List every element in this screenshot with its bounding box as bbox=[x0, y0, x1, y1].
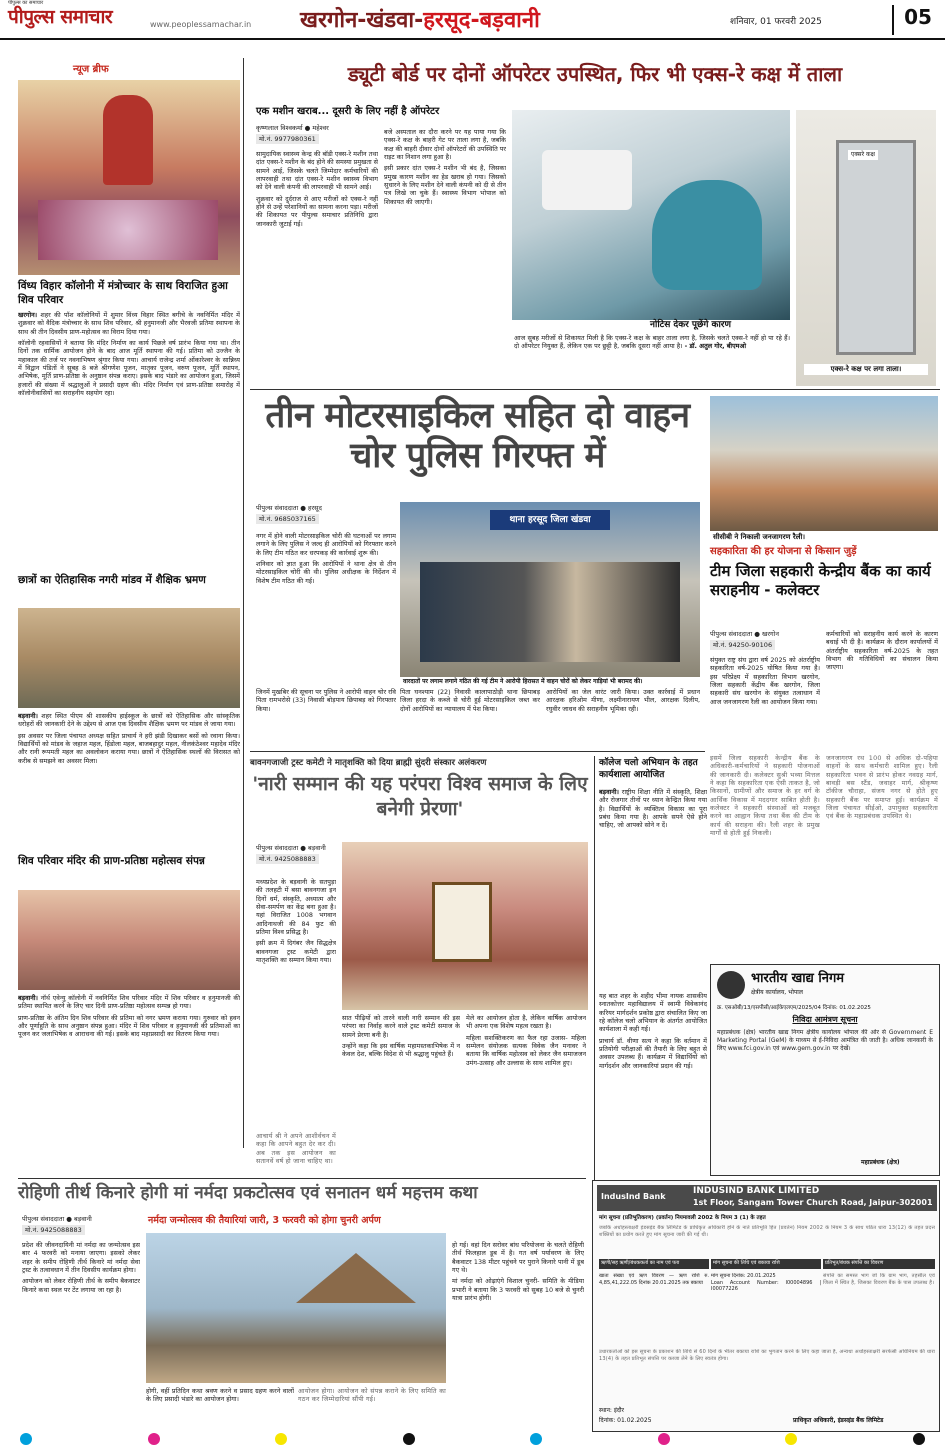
narmada-body-col3: हो गई। वहां दिन सरोवर बांध परियोजना के चलते रोहिणी तीर्थ फिलहाल डूब में है। गत वर्ष पर्यावरण के लिए बैकवाटर 138 मीटर पहुंचने पर पुराने किनारे पानी में डूब गए थे। मां नर्मदा को ओढ़ाएंगे विशाल चुनरी- समिति के मीडिया प्रभारी ने बताया कि 3 फरवरी को सुबह 10 बजे से चुनरी यात्रा प्रारंभ होगी। bbox=[452, 1241, 584, 1302]
naari-headline: 'नारी सम्मान की यह परंपरा विश्व समाज के लिए बनेगी प्रेरणा' bbox=[252, 773, 588, 820]
print-registration-marks bbox=[20, 1433, 925, 1445]
naari-body-col2: सात पीढ़ियों को तारने वाली नारी सम्मान की इस परंपरा का निर्वाह करने वाले ट्रस्ट कमेटी समाज के सामने प्रेरणा बनी है। उन्होंने कहा कि इस वार्षिक महामस्तकाभिषेक में न केवल देश, बल्कि विदेश से भी श्रद्धालु पहुंचते हैं। bbox=[342, 1014, 460, 1059]
indusind-row-date: मांग सूचना दिनांक: 20.01.2025 Loan Account Number: I00004896 | I00077226 bbox=[711, 1273, 821, 1292]
indusind-place: स्थान: इंदौर bbox=[599, 1407, 625, 1414]
naari-story: बावनगजाजी ट्रस्ट कमेटी ने मातृशक्ति को दिया ब्राह्मी सुंदरी संस्कार अलंकरण 'नारी सम्मान की यह परंपरा विश्व समाज के लिए बनेगी प्रेरणा' पीपुल्स संवाददाता ● बड़वानी मो.नं. 9425088883 मध्यप्रदेश के बड़वानी के सतपुड़ा की तलहटी में बसा बावनगजा इन दिनों धर्म, संस्कृति, अध्यात्म और सेवा-समर्पण का केंद्र बना हुआ है। यहां विराजित 1008 भगवान आदिनाथजी की 84 फुट की प्रतिमा विश्व प्रसिद्ध है। इसी क्रम में दिगंबर जैन सिद्धक्षेत्र बावनगजा ट्रस्ट कमेटी द्वारा मातृशक्ति का सम्मान किया गया। सात पीढ़ियों को तारने वाली नारी सम्मान की इस परंपरा का निर्वाह करने वाले ट्रस्ट कमेटी समाज के सामने प्रेरणा बनी है। उन्होंने कहा कि इस वार्षिक महामस्तकाभिषेक में न केवल देश, बल्कि विदेश से भी श्रद्धालु पहुंचते हैं। मेले का आयोजन होता है, लेकिन वार्षिक आयोजन भी अपना एक विशेष महत्व रखता है। महिला सशक्तिकरण का फैल रहा उजास- महिला सम्मेलन संयोजक सत्यक विवेक जैन मनावर ने बताया कि वार्षिक महोत्सव को लेकर जैन समाजजन उमंग-उत्साह और उल्लास के साथ शामिल हुए। आचार्य श्री ने अपने आशीर्वचन में कहा कि आपने बहुत देर कर दी। अब तक इस आयोजन का सतानवें वर्ष हो जाना चाहिए था। bbox=[250, 756, 590, 1256]
naari-byline: पीपुल्स संवाददाता ● बड़वानी मो.नं. 9425088883 bbox=[256, 844, 326, 864]
xray-body-col2: बजे अस्पताल का दौरा करने पर यह पाया गया कि एक्स-रे कक्ष के बाहरी गेट पर ताला लगा है, जबकि कक्ष की बाहरी दीवार दोनों ऑपरेटरों की उपस्थिति पर राइट का निशान लगा हुआ है। इसी प्रकार दांत एक्स-रे मशीन भी बंद है, जिसका प्रमुख कारण मशीन का हेड खराब हो गया। जिसको सुधारने के लिए मशीन देने वाली कंपनी को दी से तीन पत्र लिखे जा चुके हैं। स्वास्थ्य विभाग भोपाल को शिकायत की जाएगी। bbox=[384, 128, 506, 206]
newspaper-logo bbox=[8, 0, 113, 30]
river-tent-photo[interactable] bbox=[146, 1233, 446, 1383]
brand-name: पीपुल्स समाचार bbox=[8, 6, 113, 28]
website-url[interactable]: www.peoplessamachar.in bbox=[150, 20, 252, 29]
police-headline: तीन मोटरसाइकिल सहित दो वाहन चोर पुलिस गिरफ्त में bbox=[265, 396, 690, 477]
narmada-story: रोहिणी तीर्थ किनारे होगी मां नर्मदा प्रकटोत्सव एवं सनातन धर्म महत्तम कथा पीपुल्स संवाददाता ● बड़वानी मो.नं. 9425088883 नर्मदा जन्मोत्सव की तैयारियां जारी, 3 फरवरी को होगा चुनरी अर्पण प्रदेश की जीवनदायिनी मां नर्मदा का जन्मोत्सव इस बार 4 फरवरी को मनाया जाएगा। इसको लेकर शहर के समीप रोहिणी तीर्थ किनारे मां नर्मदा सेवा ट्रस्ट के तत्वावधान में तीन दिवसीय कार्यक्रम होगा। आयोजन को लेकर रोहिणी तीर्थ के समीप बैकवाटर किनारे कथा स्थल पर टेंट लगाया जा रहा है। होगी, वहीं प्रतिदिन कथा श्रवण करने व प्रसाद ग्रहण करने वालों के लिए प्रसादी भंडारे का आयोजन होगा। आयोजन होगा। आयोजन को संपन्न कराने के लिए समिति का गठन कर जिम्मेदारियां सौंपी गई। हो गई। वहां दिन सरोवर बांध परियोजना के चलते रोहिणी तीर्थ फिलहाल डूब में है। गत वर्ष पर्यावरण के लिए बैकवाटर 138 मीटर पहुंचने पर पुराने किनारे पानी में डूब गए थे। मां नर्मदा को ओढ़ाएंगे विशाल चुनरी- समिति के मीडिया प्रभारी ने बताया कि 3 फरवरी को सुबह 10 बजे से चुनरी यात्रा प्रारंभ होगी। bbox=[18, 1178, 586, 1430]
brief2-headline: छात्रों का ऐतिहासिक नगरी मांडव में शैक्षिक भ्रमण bbox=[18, 574, 206, 586]
fci-ref: क्र. एसओबी/13/एसपीसी/आईकेएलएम/2025/04 दिनांक: 01.02.2025 bbox=[717, 1005, 871, 1011]
police-station-sign: थाना हरसूद जिला खंडवा bbox=[490, 510, 610, 530]
xray-byline: कृष्णलाल विश्वकर्मा ● महेश्वर मो.नं. 9977980361 bbox=[256, 124, 329, 144]
fci-notice-title: निविदा आमंत्रण सूचना bbox=[792, 1015, 858, 1024]
students-photo[interactable] bbox=[18, 608, 240, 708]
news-brief-column bbox=[18, 58, 244, 1148]
fci-sign: महाप्रबंधक (क्षेत्र) bbox=[861, 1159, 900, 1166]
indusind-logo: IndusInd Bank bbox=[601, 1192, 666, 1201]
indusind-title: INDUSIND BANK LIMITED bbox=[693, 1186, 820, 1196]
award-ceremony-photo[interactable] bbox=[342, 842, 588, 1010]
college-body-1: बड़वानी। राष्ट्रीय शिक्षा नीति में संस्कृति, शिक्षा और रोजगार तीनों पर ध्यान केन्द्रित किया गया है। विद्यार्थियों के व्यक्तित्व विकास का पूरा प्रबंध किया गया है। आपके सपने ऐसे होने चाहिए, जो आपको सोने न दें। bbox=[599, 788, 707, 830]
naari-body-col3: मेले का आयोजन होता है, लेकिन वार्षिक आयोजन भी अपना एक विशेष महत्व रखता है। महिला सशक्तिकरण का फैल रहा उजास- महिला सम्मेलन संयोजक सत्यक विवेक जैन मनावर ने बताया कि वार्षिक महोत्सव को लेकर जैन समाजजन उमंग-उत्साह और उल्लास के साथ शामिल हुए। bbox=[466, 1014, 586, 1067]
xray-door-sign: एक्सरे कक्ष bbox=[848, 150, 878, 160]
narmada-headline: रोहिणी तीर्थ किनारे होगी मां नर्मदा प्रकटोत्सव एवं सनातन धर्म महत्तम कथा bbox=[18, 1183, 478, 1203]
indusind-col3-head: प्रतिभूत/बंधक संपत्ति का विवरण bbox=[823, 1259, 935, 1269]
indusind-row-text: खाता संख्या एवं ऋण विवरण — ऋण राशि रु. 4,85,41,222.05 दिनांक 20.01.2025 तक बकाया bbox=[599, 1273, 709, 1286]
fci-tender-ad[interactable] bbox=[710, 964, 940, 1176]
brief3-headline: शिव परिवार मंदिर की प्राण-प्रतिष्ठा महोत्सव संपन्न bbox=[18, 855, 205, 867]
brand-tagline: पीपुल्स का समाचार bbox=[8, 0, 44, 6]
narmada-subhead: नर्मदा जन्मोत्सव की तैयारियां जारी, 3 फरवरी को होगा चुनरी अर्पण bbox=[148, 1215, 381, 1226]
bank-headline: टीम जिला सहकारी केन्द्रीय बैंक का कार्य सराहनीय - कलेक्टर bbox=[710, 562, 931, 599]
indusind-col1-head: ऋणी/सह ऋणी/बंधककर्ता का नाम एवं पता bbox=[599, 1259, 709, 1269]
narmada-body-col1: प्रदेश की जीवनदायिनी मां नर्मदा का जन्मोत्सव इस बार 4 फरवरी को मनाया जाएगा। इसको लेकर शहर के समीप रोहिणी तीर्थ किनारे मां नर्मदा सेवा ट्रस्ट के तत्वावधान में तीन दिवसीय कार्यक्रम होगा। आयोजन को लेकर रोहिणी तीर्थ के समीप बैकवाटर किनारे कथा स्थल पर टेंट लगाया जा रहा है। bbox=[22, 1241, 140, 1294]
police-body-col1b: जिनमें मुखबिर की सूचना पर पुलिस ने आरोपी वाहन चोर रवि पिता रामभरोसे (33) निवासी बोड़पाय छिपाबड़ को गिरफ्तार किया। bbox=[256, 688, 396, 713]
narmada-body-col2: होगी, वहीं प्रतिदिन कथा श्रवण करने व प्रसाद ग्रहण करने वालों के लिए प्रसादी भंडारे का आयोजन होगा। bbox=[146, 1387, 294, 1404]
dental-machine-photo[interactable] bbox=[512, 110, 790, 320]
notice-quote: आज सुबह मरीजों से शिकायत मिली है कि एक्स-रे कक्ष के बाहर ताला लगा है, जिसके चलते एक्स-रे नहीं हो पा रहे हैं। दो ऑपरेटर नियुक्त हैं, लेकिन एक पर छुट्टी है, जबकि दूसरा नहीं आया है। - डॉ. अतुल गोर, बीएमओ bbox=[514, 334, 790, 351]
xray-door-photo[interactable] bbox=[796, 110, 936, 386]
news-brief-label: न्यूज ब्रीफ bbox=[73, 64, 109, 75]
police-station-photo[interactable] bbox=[400, 502, 700, 677]
indusind-address: 1st Floor, Sangam Tower Church Road, Jaipur-302001 bbox=[693, 1198, 933, 1207]
door-caption: एक्स-रे कक्ष पर लगा ताला। bbox=[804, 364, 928, 375]
temple-photo[interactable] bbox=[18, 80, 240, 275]
bank-story-continued: इसमें जिला सहकारी केन्द्रीय बैंक के अधिकारी-कर्मचारियों ने सहकारी योजनाओं की जानकारी दी। कलेक्टर सुश्री भव्या मित्तल ने कहा कि सहकारिता एक ऐसी ताकत है, जो किसानों, ग्रामीणों और समाज के हर वर्ग के आर्थिक विकास में मददगार साबित होती है। कलेक्टर ने सहकारी संस्थाओं को मजबूत करने का आह्वान किया तथा बैंक की टीम के कार्य की सराहना की। रैली शहर के प्रमुख मार्गों से होती हुई निकली। जनजागरण रथ 100 से अधिक दो-पहिया वाहनों के साथ कर्मचारी शामिल हुए। रैली सहकारिता भवन से प्रारंभ होकर नवग्रह मार्ग, बावड़ी बस स्टैंड, जवाहर मार्ग, श्रीकृष्ण टॉकीज चौराहा, संजय नगर से होते हुए सहकारी बैंक पर समाप्त हुई। कार्यक्रम में जिला पंचायत सीईओ, उपायुक्त सहकारिता एवं बैंक के महाप्रबंधक उपस्थित थे। bbox=[710, 754, 938, 837]
bank-body-col2: कर्मचारियों को सराहनीय कार्य करने के कारण बधाई भी दी है। कार्यक्रम के दौरान कार्यालयों में अंतर्राष्ट्रीय सहकारिता वर्ष-2025 के तहत विभाग की गतिविधियों का संचालन किया जाएगा। bbox=[826, 630, 938, 672]
brief3-body: बड़वानी। नॉर्थ एवेन्यु कॉलोनी में नवनिर्मित शिव परिवार मंदिर में शिव परिवार व हनुमानजी की प्रतिमा स्थापित करने के लिए चार दिनी प्राण-प्रतिष्ठा महोत्सव सम्पन्न हो गया। प्राण-प्रतिष्ठा के अंतिम दिन शिव परिवार की प्रतिमा को नगर भ्रमण कराया गया। गुरुवार को हवन और पूर्णाहुति के साथ अनुष्ठान संपन्न हुआ। मंदिर में शिव परिवार व हनुमानजी की प्रतिमाओं का पूजन कर जलाभिषेक व आराधना की गई। इसके बाद महाप्रसादी का वितरण किया गया। bbox=[18, 994, 240, 1039]
police-body-col1: नगर में होने वाली मोटरसाइकिल चोरी की घटनाओं पर लगाम लगाने के लिए पुलिस ने जल्द ही आरोपियों को गिरफ्तार करने के लिए टीम गठित कर धरपकड़ की कार्रवाई शुरू की। शनिवार को ज्ञात हुआ कि आरोपियों ने थाना क्षेत्र से तीन मोटरसाइकिल चोरी की थी। पुलिस अधीक्षक के निर्देशन में विशेष टीम गठित की गई। bbox=[256, 532, 396, 585]
police-photo-caption: वारदातों पर लगाम लगाने गठित की गई टीम ने आरोपी हिरासत में वाहन चोरों को लेकर गाड़ियां भी बरामद की। bbox=[400, 677, 700, 687]
dateline: शनिवार, 01 फरवरी 2025 bbox=[730, 17, 822, 27]
fci-body: महाप्रबंधक (क्षेत्र) भारतीय खाद्य निगम क्षेत्रीय कार्यालय भोपाल की ओर से Government E Marketing Portal (GeM) के माध्यम से ई-निविदा आमंत्रित की जाती है। अधिक जानकारी के लिए www.fci.gov.in एवं www.gem.gov.in पर देखें। bbox=[717, 1029, 933, 1052]
bank-byline: पीपुल्स संवाददाता ● खरगोन मो.नं. 94250-90106 bbox=[710, 630, 779, 650]
bank-body-col1: संयुक्त राष्ट्र संघ द्वारा वर्ष 2025 को अंतर्राष्ट्रीय सहकारिता वर्ष-2025 घोषित किया गया है। इस परिप्रेक्ष्य में सहकारिता विभाग खरगोन, जिला सहकारी केंद्रीय बैंक खरगोन, जिला सहकारी संघ खरगोन के संयुक्त तत्वाधान में आज जनजागरण रैली का आयोजन किया गया। bbox=[710, 656, 820, 706]
bank-story bbox=[710, 392, 940, 752]
fci-subtitle: क्षेत्रीय कार्यालय, भोपाल bbox=[751, 989, 803, 996]
college-body-2: यह बात शहर के शहीद भीमा नायक शासकीय स्नातकोत्तर महाविद्यालय में स्वामी विवेकानंद करियर मार्गदर्शन प्रकोष्ठ द्वारा संचालित किए जा रहे कॉलेज चलो अभियान के अंतर्गत आयोजित कार्यशाला में कही गई। प्राचार्य डॉ. वीणा सत्य ने कहा कि वर्तमान में प्रतियोगी परीक्षाओं की तैयारी के लिए बहुत से अवसर उपलब्ध हैं। कार्यक्रम में विद्यार्थियों को मार्गदर्शन और जानकारियां प्रदान की गई। bbox=[599, 992, 707, 1070]
bank-kicker: सहकारिता की हर योजना से किसान जुड़ें bbox=[710, 546, 857, 557]
police-body-col2: पिता घनश्याम (22) निवासी कालापाठोड़ी थाना छिपाबड़ जिला हरदा के कब्जे से चोरी हुई मोटरसाइकिल जब्त कर दोनों आरोपियों का न्यायालय में पेश किया। bbox=[400, 688, 540, 713]
xray-story bbox=[250, 58, 940, 390]
indusind-notice-ad[interactable]: IndusInd Bank INDUSIND BANK LIMITED 1st Floor, Sangam Tower Church Road, Jaipur-302001 मांग सूचना (प्रतिभूतिकरण) (प्रवर्तन) नियमावली 2002 के नियम 3 (1) के तहत जबकि अधोहस्ताक्षरी इंडसइंड बैंक लिमिटेड के प्राधिकृत अधिकारी होने के नाते प्रतिभूति हित (प्रवर्तन) नियम 2002 के नियम 3 के साथ पठित धारा 13(12) के तहत प्रदत्त शक्तियों का प्रयोग करते हुए मांग सूचना जारी की गई थी। ऋणी/सह ऋणी/बंधककर्ता का नाम एवं पता मांग सूचना की तिथि एवं बकाया राशि प्रतिभूत/बंधक संपत्ति का विवरण खाता संख्या एवं ऋण विवरण — ऋण राशि रु. 4,85,41,222.05 दिनांक 20.01.2025 तक बकाया मांग सूचना दिनांक: 20.01.2025 Loan Account Number: I00004896 | I00077226 संपत्ति का समस्त भाग जो कि ग्राम भाग, तहसील एवं जिला में स्थित है, जिसका विवरण बैंक के पास उपलब्ध है। उधारकर्ताओं को इस सूचना के प्रकाशन की तिथि से 60 दिनों के भीतर बकाया राशि का भुगतान करने के लिए कहा जाता है, अन्यथा अधोहस्ताक्षरी सरफेसी अधिनियम की धारा 13(4) के तहत प्रतिभूत संपत्ति पर कब्जा लेने के लिए स्वतंत्र होगा। स्थान: इंदौर दिनांक: 01.02.2025 प्राधिकृत अधिकारी, इंडसइंड बैंक लिमिटेड bbox=[592, 1180, 940, 1432]
masthead bbox=[0, 0, 945, 40]
bank-photo-caption: सीसीबी ने निकाली जनजागरण रैली। bbox=[710, 532, 808, 543]
xray-body-col1: सामुदायिक स्वास्थ्य केन्द्र की बॉडी एक्स-रे मशीन तथा दांत एक्स-रे मशीन के बंद होने की समस्या प्रमुखता से सामने आई, जिसके चलते जिम्मेदार कर्मचारियों की लापरवाही तथा दांत एक्स-रे मशीन स्वास्थ्य विभाग को देने वाली कंपनी की लापरवाही भी सामने आई। शुक्रवार को दुर्दराज से आए मरीजों को एक्स-रे नहीं होने से उन्हें परेशानियों का सामना करना पड़ा। मरीजों की शिकायत पर पीपुल्स समाचार प्रतिनिधि द्वारा जानकारी जुटाई गई। bbox=[256, 150, 378, 228]
page-number: 05 bbox=[892, 5, 942, 35]
xray-headline: ड्यूटी बोर्ड पर दोनों ऑपरेटर उपस्थित, फिर भी एक्स-रे कक्ष में ताला bbox=[347, 62, 843, 86]
narmada-byline: पीपुल्स संवाददाता ● बड़वानी मो.नं. 9425088883 bbox=[22, 1215, 92, 1235]
police-byline: पीपुल्स संवाददाता ● हरसूद मो.नं. 9685037165 bbox=[256, 504, 322, 524]
naari-body-col1: मध्यप्रदेश के बड़वानी के सतपुड़ा की तलहटी में बसा बावनगजा इन दिनों धर्म, संस्कृति, अध्यात्म और सेवा-समर्पण का केंद्र बना हुआ है। यहां विराजित 1008 भगवान आदिनाथजी की 84 फुट की प्रतिमा विश्व प्रसिद्ध है। इसी क्रम में दिगंबर जैन सिद्धक्षेत्र बावनगजा ट्रस्ट कमेटी द्वारा मातृशक्ति का सम्मान किया गया। bbox=[256, 878, 336, 964]
indusind-notice-line: मांग सूचना (प्रतिभूतिकरण) (प्रवर्तन) नियमावली 2002 के नियम 3 (1) के तहत bbox=[599, 1215, 766, 1221]
naari-kicker: बावनगजाजी ट्रस्ट कमेटी ने मातृशक्ति को दिया ब्राह्मी सुंदरी संस्कार अलंकरण bbox=[250, 758, 487, 768]
police-body-col3: आरोपियों का जेल वारंट जारी किया। उक्त कार्रवाई में प्रधान आरक्षक हरिओम मीणा, लक्ष्मीनारायण भील, आरक्षक दिलीप, रघुवीर जाधव की सराहनीय भूमिका रही। bbox=[546, 688, 700, 713]
brief1-headline: विंध्य विहार कॉलोनी में मंत्रोच्चार के साथ विराजित हुआ शिव परिवार bbox=[18, 280, 228, 306]
indusind-date: दिनांक: 01.02.2025 bbox=[599, 1417, 652, 1424]
notice-caption: नोटिस देकर पूछेंगे कारण bbox=[650, 320, 731, 330]
college-kicker: कॉलेज चलो अभियान के तहत कार्यशाला आयोजित bbox=[599, 758, 698, 780]
bank-rally-photo[interactable] bbox=[710, 396, 938, 531]
section-title: खरगोन-खंडवा-हरसूद-बड़वानी bbox=[300, 8, 540, 33]
brief1-body: खरगोन। शहर की पॉश कॉलोनियों में शुमार विंध्य विहार स्थित बगीचे के नवनिर्मित मंदिर में शुक्रवार को वैदिक मंत्रोच्चार के साथ शिव परिवार, श्री हनुमानजी और भैरवजी प्रतिमा स्थापना के साथ श्री तीन दिवसीय प्राण-महोत्सव का विराम दिया गया। कॉलोनी रहवासियों ने बताया कि मंदिर निर्माण का कार्य पिछले वर्ष प्रारंभ किया गया था। तीन दिनों तक धार्मिक आयोजन होने के बाद आज मूर्ति स्थापना की गई। प्रतिमा को उज्जैन के महाकाल की तर्ज पर नवनाभिषण श्रृंगार किया गया। आचार्य राजेन्द्र शर्मा ओंकारेश्वर के सान्निध्य में विद्वान पंडितों ने सुबह 8 बजे श्रीगणेश पूजन, मातृका पूजन, वरुण पूजन, मूर्ति स्थापन, अभिषेक, मूर्ति प्राण-प्रतिष्ठा के अनुष्ठान संपन्न कराए। इसके बाद भंडारे का आयोजन हुआ, जिसमें हजारों की संख्या में श्रद्धालुओं ने प्रसादी ग्रहण की। मंदिर निर्माण एवं प्राण-प्रतिष्ठा समारोह में कॉलोनीवासियों का सराहनीय सहयोग रहा। bbox=[18, 311, 240, 397]
police-story bbox=[250, 392, 705, 752]
brief2-body: बड़वानी। शहर स्थित पीएम श्री शासकीय हाईस्कूल के छात्रों को ऐतिहासिक और सांस्कृतिक धरोहरों की जानकारी देने के उद्देश्य से आज एक दिवसीय शैक्षिक भ्रमण पर मांडव ले जाया गया। इस अवसर पर जिला पंचायत अध्यक्ष सहित प्राचार्य ने हरी झंडी दिखाकर बसों को रवाना किया। विद्यार्थियों को मांडव के जहाज महल, हिंडोला महल, बाजबहादुर महल, नीलकंठेश्वर महादेव मंदिर और रानी रूपमती महल का अवलोकन कराया गया। छात्रों ने ऐतिहासिक स्थलों की विरासत को करीब से समझने का अवसर मिला। bbox=[18, 712, 240, 765]
shiv-mandir-photo[interactable] bbox=[18, 890, 240, 990]
indusind-col2-head: मांग सूचना की तिथि एवं बकाया राशि bbox=[711, 1259, 821, 1269]
xray-subhead: एक मशीन खराब... दूसरी के लिए नहीं है ऑपरेटर bbox=[256, 106, 440, 117]
indusind-sign: प्राधिकृत अधिकारी, इंडसइंड बैंक लिमिटेड bbox=[793, 1417, 884, 1424]
fci-title: भारतीय खाद्य निगम bbox=[751, 971, 845, 986]
